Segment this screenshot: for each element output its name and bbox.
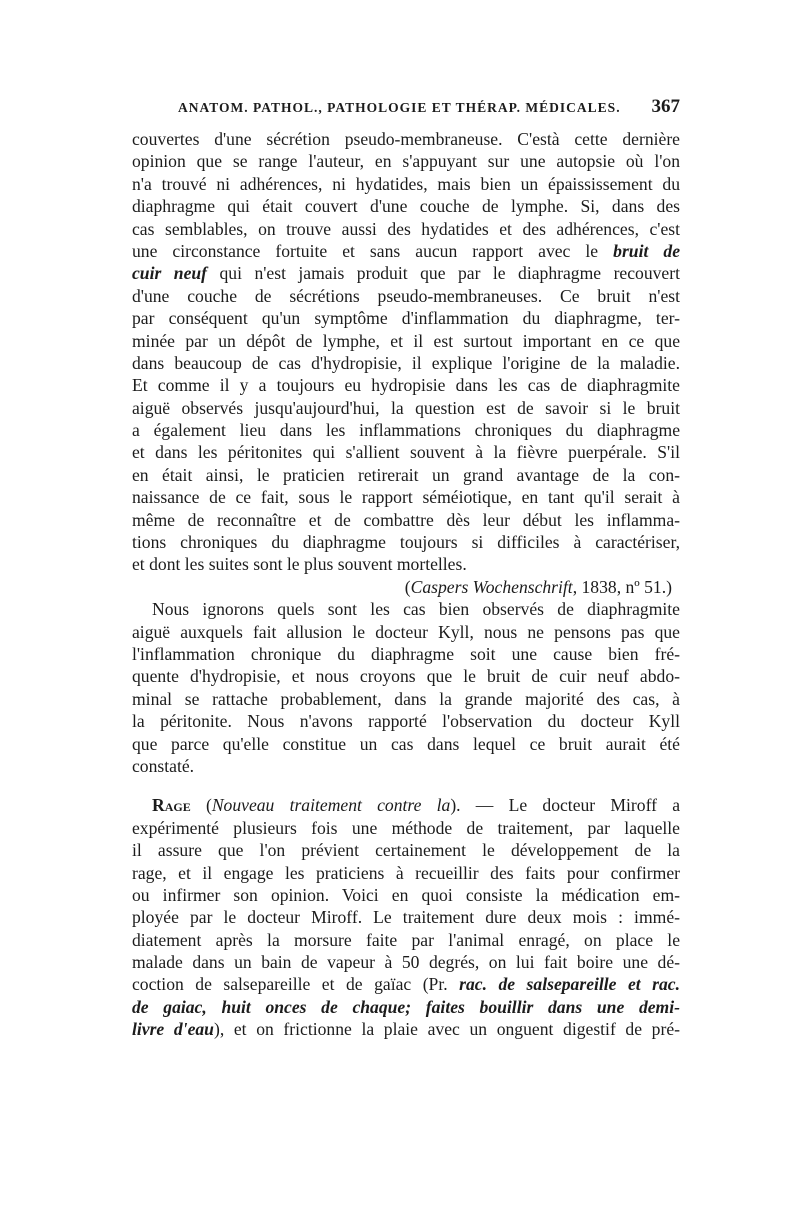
text-line: a également lieu dans les inflammations chroniques du diaphragme — [132, 420, 680, 441]
text-line: diatement après la morsure faite par l'animal enragé, on place le — [132, 929, 680, 950]
text-line: en était ainsi, le praticien retirerait un grand avantage de la con- — [132, 464, 680, 485]
text-line: couvertes d'une sécrétion pseudo-membraneuse. C'està cette dernière — [132, 129, 680, 149]
text-line: ou infirmer son opinion. Voici en quoi consiste la médication em- — [132, 884, 680, 905]
text-line: minée par un dépôt de lymphe, et il est surtout important en ce que — [132, 330, 680, 351]
text-line: aiguë auxquels fait allusion le docteur Kyll, nous ne pensons pas que — [132, 621, 680, 642]
text-line: expérimenté plusieurs fois une méthode de traitement, par laquelle — [132, 817, 680, 838]
text-line: minal se rattache probablement, dans la grande majorité des cas, à — [132, 688, 680, 709]
citation-paren: ( — [404, 576, 411, 597]
text-line — [132, 240, 680, 262]
text-run: qui n'est jamais produit que par le diaphragme recouvert — [219, 263, 680, 284]
text-line: aiguë observés jusqu'aujourd'hui, la question est de savoir si le bruit — [132, 397, 680, 418]
text-line — [132, 1018, 680, 1040]
text-line: naissance de ce fait, sous le rapport séméiotique, en tant qu'il serait à — [132, 487, 680, 508]
text-line: cas semblables, on trouve aussi des hydatides et des adhérences, c'est — [132, 218, 680, 239]
text-line: il assure que l'on prévient certainement le développement de la — [132, 840, 680, 861]
heading-paren: ( — [190, 795, 212, 816]
text-run: coction de salsepareille et de gaïac (Pr. — [132, 974, 448, 995]
book-page — [132, 94, 680, 1041]
prescription-text: livre d'eau — [132, 1019, 214, 1040]
text-line: dans beaucoup de cas d'hydropisie, il explique l'origine de la maladie. — [132, 352, 680, 373]
text-line: même de reconnaître et de combattre dès leur début les inflamma- — [132, 509, 680, 530]
body-text — [132, 128, 680, 1041]
text-line: d'une couche de sécrétions pseudo-membraneuses. Ce bruit n'est — [132, 285, 680, 306]
prescription-line: de gaiac, huit onces de chaque; faites bouillir dans une demi- — [132, 996, 680, 1017]
citation-source: Caspers Wochenschrift — [410, 576, 573, 597]
text-line: opinion que se range l'auteur, en s'appuyant sur une autopsie où l'on — [132, 151, 680, 172]
text-run: ), et on frictionne la plaie avec un onguent digestif de pré- — [213, 1019, 680, 1040]
text-line: la péritonite. Nous n'avons rapporté l'observation du docteur Kyll — [132, 711, 680, 732]
citation-details: , 1838, nº 51.) — [572, 576, 672, 597]
text-line: que parce qu'elle constitue un cas dans lequel ce bruit aurait été — [132, 733, 680, 754]
text-line: diaphragme qui était couvert d'une couche de lymphe. Si, dans des — [132, 196, 680, 217]
text-run: ). — Le docteur Miroff a — [450, 795, 680, 816]
section-subtitle: Nouveau traitement contre la — [211, 795, 451, 816]
text-line: ployée par le docteur Miroff. Le traitement dure deux mois : immé- — [132, 907, 680, 928]
text-line: et dans les péritonites qui s'allient souvent à la fièvre puerpérale. S'il — [132, 442, 680, 463]
section-heading-line — [132, 794, 680, 816]
text-line — [132, 973, 680, 995]
text-line: constaté. — [132, 755, 195, 776]
section-heading: Rage — [152, 795, 191, 816]
text-line: n'a trouvé ni adhérences, ni hydatides, mais bien un épaississement du — [132, 173, 680, 194]
emphasis-term: bruit de — [613, 240, 680, 261]
text-line: Et comme il y a toujours eu hydropisie dans les cas de diaphragmite — [132, 375, 680, 396]
text-run: une circonstance fortuite et sans aucun rapport avec le — [132, 240, 599, 261]
page-number: 367 — [651, 96, 680, 117]
text-line: par conséquent qu'un symptôme d'inflammation du diaphragme, ter- — [132, 308, 680, 329]
text-line — [132, 262, 680, 284]
citation — [132, 576, 680, 598]
running-title: ANATOM. PATHOL., PATHOLOGIE ET THÉRAP. MÉDICALES. — [178, 100, 621, 115]
text-line: et dont les suites sont le plus souvent mortelles. — [132, 554, 467, 575]
text-line: rage, et il engage les praticiens à recueillir des faits pour confirmer — [132, 862, 680, 883]
text-line: Nous ignorons quels sont les cas bien observés de diaphragmite — [152, 599, 680, 620]
running-header — [132, 94, 680, 124]
text-line: malade dans un bain de vapeur à 50 degrés, on lui fait boire une dé- — [132, 952, 680, 973]
paragraph-gap — [132, 777, 680, 794]
prescription-text: rac. de salsepareille et rac. — [459, 974, 680, 995]
text-line: quente d'hydropisie, et nous croyons que le bruit de cuir neuf abdo- — [132, 666, 680, 687]
emphasis-term: cuir neuf — [132, 263, 208, 284]
text-line: l'inflammation chronique du diaphragme soit une cause bien fré- — [132, 643, 680, 664]
text-line: tions chroniques du diaphragme toujours si difficiles à caractériser, — [132, 532, 680, 553]
